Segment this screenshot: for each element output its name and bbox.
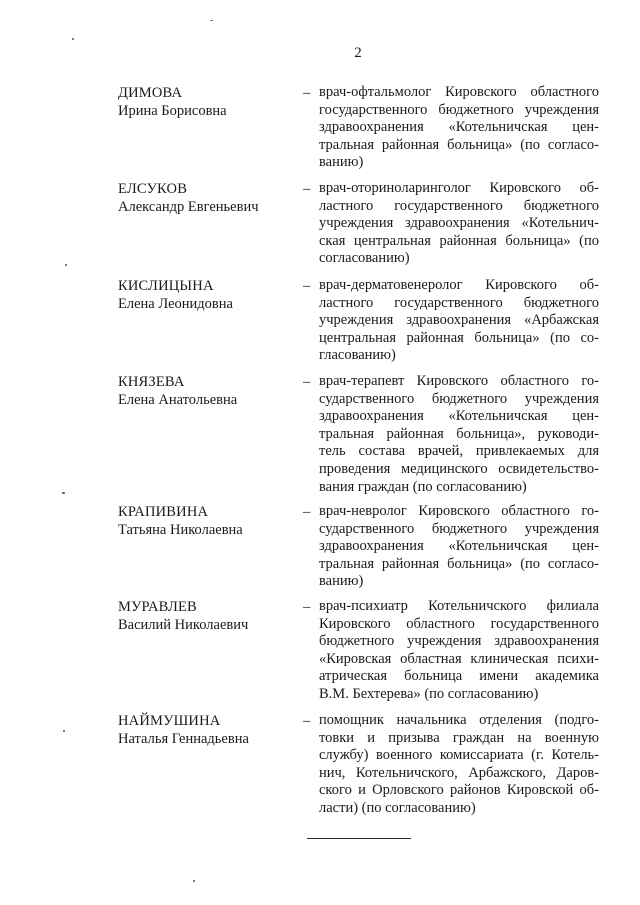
- member-surname: НАЙМУШИНА: [118, 713, 221, 729]
- member-role: [319, 373, 599, 496]
- member-role: [319, 598, 599, 704]
- member-role: [319, 277, 599, 365]
- member-name: [118, 373, 298, 409]
- role-line: «Кировская областная клиническая психи-: [319, 650, 599, 667]
- member-name: [118, 84, 298, 120]
- member-role: [319, 84, 599, 172]
- member-surname: ЕЛСУКОВ: [118, 181, 188, 197]
- role-line: врач-психиатр Котельничского филиала: [319, 598, 599, 614]
- role-line: нич, Котельничского, Арбажского, Даров-: [319, 764, 599, 781]
- role-line: атрическая больница имени академика: [319, 668, 599, 685]
- role-line: врач-оториноларинголог Кировского об-: [319, 180, 599, 196]
- role-line: врач-терапевт Кировского областного го-: [319, 373, 599, 389]
- role-line: ласти) (по согласованию): [319, 799, 476, 816]
- role-line: сударственного бюджетного учреждения: [319, 390, 599, 407]
- role-line: тральная районная больница» (по согласо-: [319, 555, 599, 572]
- role-line: государственного бюджетного учреждения: [319, 101, 599, 118]
- scan-speck: [65, 264, 67, 266]
- entry-dash: –: [303, 85, 311, 101]
- role-line: ская центральная районная больница» (по: [319, 232, 599, 249]
- member-surname: МУРАВЛЕВ: [118, 599, 197, 615]
- role-line: здравоохранения «Котельничская цен-: [319, 408, 599, 425]
- member-surname: КНЯЗЕВА: [118, 374, 185, 390]
- scan-speck: [210, 20, 213, 21]
- member-given-name: Александр Евгеньевич: [118, 199, 259, 215]
- role-line: ского и Орловского районов Кировской об-: [319, 782, 599, 799]
- entry-dash: –: [303, 599, 311, 615]
- entry-dash: –: [303, 278, 311, 294]
- page-number: 2: [354, 45, 362, 61]
- member-surname: КРАПИВИНА: [118, 504, 209, 520]
- role-line: тральная районная больница», руководи-: [319, 425, 599, 442]
- role-line: врач-дерматовенеролог Кировского об-: [319, 277, 599, 293]
- role-line: помощник начальника отделения (подго-: [319, 712, 599, 728]
- role-line: Кировского областного государственного: [319, 615, 599, 632]
- role-line: тральная районная больница» (по согласо-: [319, 136, 599, 153]
- member-role: [319, 503, 599, 591]
- role-line: товки и призыва граждан на военную: [319, 729, 599, 746]
- scan-speck: [193, 880, 195, 882]
- role-line: тель состава врачей, привлекаемых для: [319, 443, 599, 460]
- closing-rule: [307, 838, 411, 839]
- role-line: В.М. Бехтерева» (по согласованию): [319, 685, 539, 702]
- role-line: здравоохранения «Котельничская цен-: [319, 119, 599, 136]
- role-line: службу) военного комиссариата (г. Котель-: [319, 747, 599, 764]
- entry-dash: –: [303, 504, 311, 520]
- entry-dash: –: [303, 713, 311, 729]
- role-line: здравоохранения «Котельничская цен-: [319, 538, 599, 555]
- entry-dash: –: [303, 374, 311, 390]
- entry-dash: –: [303, 181, 311, 197]
- member-given-name: Василий Николаевич: [118, 617, 249, 633]
- role-line: ванию): [319, 154, 364, 171]
- member-name: [118, 180, 298, 216]
- role-line: вания граждан (по согласованию): [319, 478, 527, 495]
- role-line: гласованию): [319, 347, 396, 364]
- role-line: сударственного бюджетного учреждения: [319, 520, 599, 537]
- role-line: ванию): [319, 573, 364, 590]
- role-line: ластного государственного бюджетного: [319, 197, 599, 214]
- member-surname: ДИМОВА: [118, 85, 183, 101]
- role-line: бюджетного учреждения здравоохранения: [319, 633, 599, 650]
- scan-speck: [63, 730, 65, 732]
- role-line: учреждения здравоохранения «Котельнич-: [319, 215, 599, 232]
- role-line: ластного государственного бюджетного: [319, 294, 599, 311]
- member-given-name: Елена Леонидовна: [118, 296, 233, 312]
- member-name: [118, 503, 298, 539]
- member-given-name: Татьяна Николаевна: [118, 522, 243, 538]
- member-given-name: Ирина Борисовна: [118, 103, 227, 119]
- member-surname: КИСЛИЦЫНА: [118, 278, 214, 294]
- scan-speck: [72, 38, 74, 40]
- member-given-name: Наталья Геннадьевна: [118, 731, 249, 747]
- member-role: [319, 712, 599, 818]
- role-line: врач-офтальмолог Кировского областного: [319, 84, 599, 100]
- role-line: врач-невролог Кировского областного го-: [319, 503, 599, 519]
- scan-speck: [62, 492, 65, 494]
- role-line: центральная районная больница» (по со-: [319, 329, 599, 346]
- member-given-name: Елена Анатольевна: [118, 392, 238, 408]
- member-role: [319, 180, 599, 268]
- member-name: [118, 598, 298, 634]
- role-line: проведения медицинского освидетельство-: [319, 460, 599, 477]
- member-name: [118, 277, 298, 313]
- role-line: согласованию): [319, 250, 410, 267]
- role-line: учреждения здравоохранения «Арбажская: [319, 312, 599, 329]
- member-name: [118, 712, 298, 748]
